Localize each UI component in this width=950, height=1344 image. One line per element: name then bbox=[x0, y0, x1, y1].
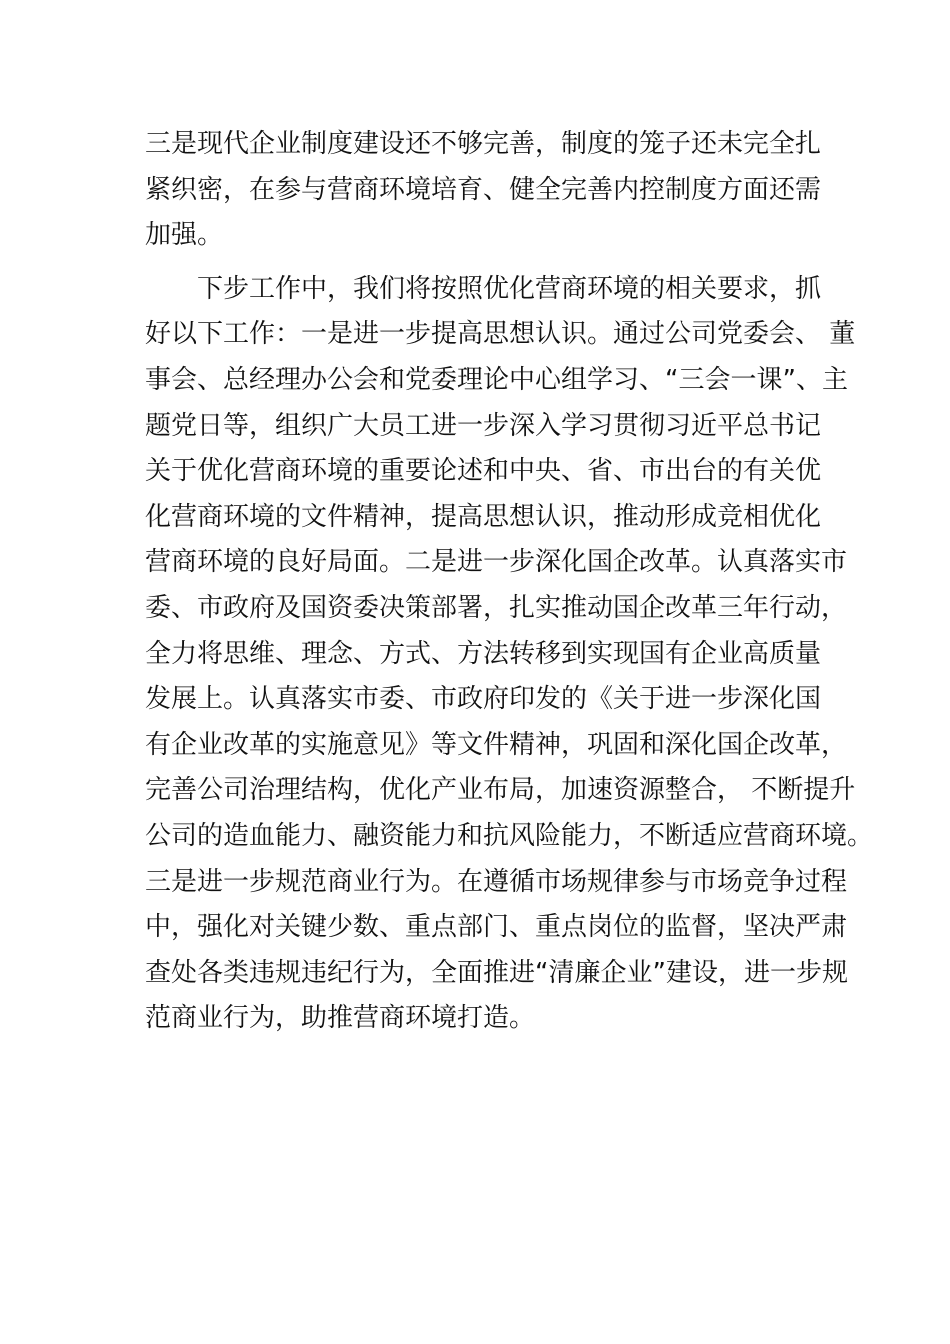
text-line: 三是现代企业制度建设还不够完善，制度的笼子还未完全扎 bbox=[145, 129, 822, 159]
text-line: 公司的造血能力、融资能力和抗风险能力，不断适应营商环境。 bbox=[145, 820, 874, 851]
text-line: 营商环境的良好局面。二是进一步深化国企改革。认真落实市 bbox=[145, 547, 848, 578]
text-line: 范商业行为，助推营商环境打造。 bbox=[145, 1003, 536, 1034]
paragraph-1 bbox=[145, 122, 825, 259]
text-line: 下步工作中，我们将按照优化营商环境的相关要求，抓 bbox=[145, 273, 822, 304]
text-line: 完善公司治理结构，优化产业布局，加速资源整合， 不断提升 bbox=[145, 775, 856, 806]
text-line: 查处各类违规违纪行为，全面推进“清廉企业”建设，进一步规 bbox=[145, 957, 848, 988]
text-line: 好以下工作：一是进一步提高思想认识。通过公司党委会、 董 bbox=[145, 319, 856, 350]
text-line: 关于优化营商环境的重要论述和中央、省、市出台的有关优 bbox=[145, 456, 822, 487]
text-line: 全力将思维、理念、方式、方法转移到实现国有企业高质量 bbox=[145, 638, 822, 669]
text-line: 题党日等，组织广大员工进一步深入学习贯彻习近平总书记 bbox=[145, 410, 822, 441]
text-line: 有企业改革的实施意见》等文件精神，巩固和深化国企改革， bbox=[145, 729, 848, 760]
text-line: 发展上。认真落实市委、市政府印发的《关于进一步深化国 bbox=[145, 684, 822, 715]
paragraph-spacer bbox=[145, 259, 825, 267]
text-line: 中，强化对关键少数、重点部门、重点岗位的监督，坚决严肃 bbox=[145, 912, 848, 943]
text-line: 化营商环境的文件精神，提高思想认识，推动形成竞相优化 bbox=[145, 501, 822, 532]
text-line: 事会、总经理办公会和党委理论中心组学习、“三会一课”、主 bbox=[145, 364, 848, 395]
text-line: 委、市政府及国资委决策部署，扎实推动国企改革三年行动， bbox=[145, 592, 848, 623]
paragraph-2 bbox=[145, 267, 874, 1042]
text-line: 加强。 bbox=[145, 220, 224, 251]
text-line: 三是进一步规范商业行为。在遵循市场规律参与市场竞争过程 bbox=[145, 866, 848, 897]
document-body bbox=[145, 122, 874, 1042]
text-line: 紧织密，在参与营商环境培育、健全完善内控制度方面还需 bbox=[145, 174, 822, 205]
